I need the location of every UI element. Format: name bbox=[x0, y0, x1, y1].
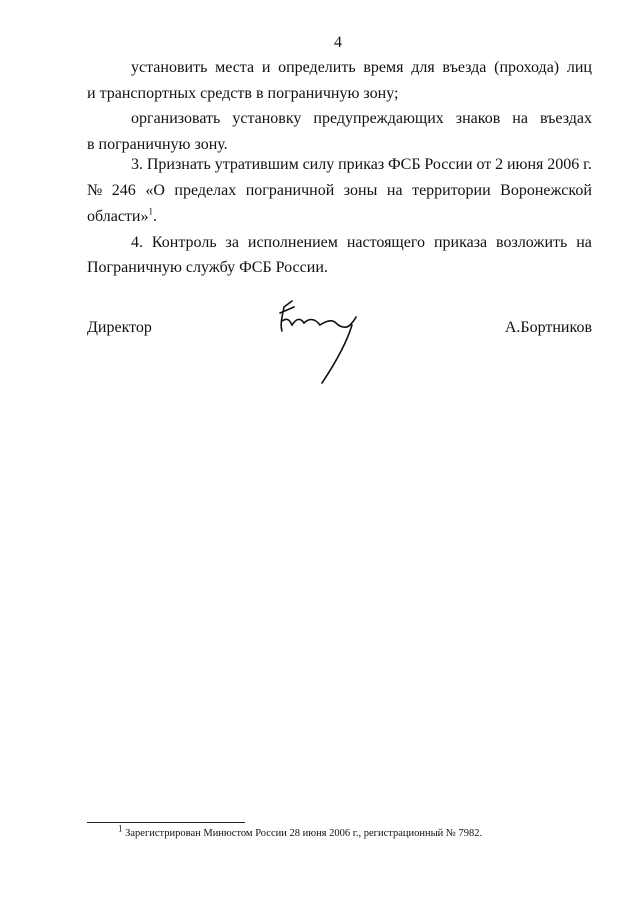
word: 2006 bbox=[547, 156, 580, 173]
word: зоны bbox=[343, 182, 378, 199]
word: на bbox=[576, 234, 592, 251]
word: для bbox=[411, 59, 435, 76]
word: на bbox=[386, 182, 403, 199]
paragraph-line: Пограничную службу ФСБ России. bbox=[87, 259, 328, 276]
word: Контроль bbox=[151, 234, 217, 251]
footnote-text: Зарегистрирован Минюстом России 28 июня 2006 г., регистрационный № 7982. bbox=[125, 828, 483, 839]
word: приказа bbox=[433, 234, 488, 251]
word: предупреждающих bbox=[313, 110, 444, 127]
word: утратившим bbox=[214, 156, 299, 173]
word: территории bbox=[412, 182, 491, 199]
word: организовать bbox=[131, 110, 221, 127]
word: пограничной bbox=[245, 182, 335, 199]
page-number: 4 bbox=[334, 34, 342, 51]
word: 3. bbox=[131, 156, 143, 173]
footnote-reference: 1 bbox=[148, 206, 153, 217]
word: и bbox=[261, 59, 271, 76]
word: за bbox=[225, 234, 239, 251]
paragraph-line bbox=[87, 181, 592, 201]
footnote-separator bbox=[87, 822, 245, 823]
word: 4. bbox=[131, 234, 143, 251]
text: области» bbox=[87, 208, 149, 225]
paragraph-line: и транспортных средств в пограничную зону; bbox=[87, 85, 399, 102]
signatory-name: А.Бортников bbox=[504, 319, 592, 336]
word: установить bbox=[131, 59, 208, 76]
paragraph-line bbox=[131, 155, 592, 175]
handwritten-signature bbox=[270, 295, 370, 390]
word: лиц bbox=[566, 59, 592, 76]
footnote-marker: 1 bbox=[118, 823, 123, 834]
word: места bbox=[215, 59, 255, 76]
word: от bbox=[476, 156, 492, 173]
word: приказ bbox=[338, 156, 385, 173]
word: 2 bbox=[495, 156, 504, 173]
word: (прохода) bbox=[494, 59, 560, 76]
word: въездах bbox=[539, 110, 592, 127]
word: 246 bbox=[111, 182, 136, 199]
word: знаков bbox=[455, 110, 501, 127]
word: установку bbox=[232, 110, 302, 127]
word: силу bbox=[302, 156, 335, 173]
word: № bbox=[87, 182, 103, 199]
word: определить bbox=[278, 59, 356, 76]
word: «О bbox=[145, 182, 165, 199]
signatory-position: Директор bbox=[87, 319, 152, 336]
word: на bbox=[512, 110, 528, 127]
word: пределах bbox=[174, 182, 237, 199]
word: г. bbox=[583, 156, 592, 173]
paragraph-line bbox=[131, 109, 592, 129]
text: . bbox=[152, 208, 157, 225]
word: июня bbox=[506, 156, 544, 173]
word: России bbox=[424, 156, 473, 173]
paragraph-line bbox=[131, 233, 592, 253]
footnote bbox=[118, 823, 483, 841]
word: исполнением bbox=[247, 234, 338, 251]
word: настоящего bbox=[346, 234, 426, 251]
word: Признать bbox=[146, 156, 211, 173]
word: въезда bbox=[442, 59, 487, 76]
word: время bbox=[363, 59, 404, 76]
paragraph-line bbox=[131, 58, 592, 78]
paragraph-line: в пограничную зону. bbox=[87, 136, 228, 153]
word: Воронежской bbox=[500, 182, 592, 199]
word: ФСБ bbox=[388, 156, 421, 173]
paragraph-line bbox=[87, 207, 157, 227]
word: возложить bbox=[496, 234, 568, 251]
